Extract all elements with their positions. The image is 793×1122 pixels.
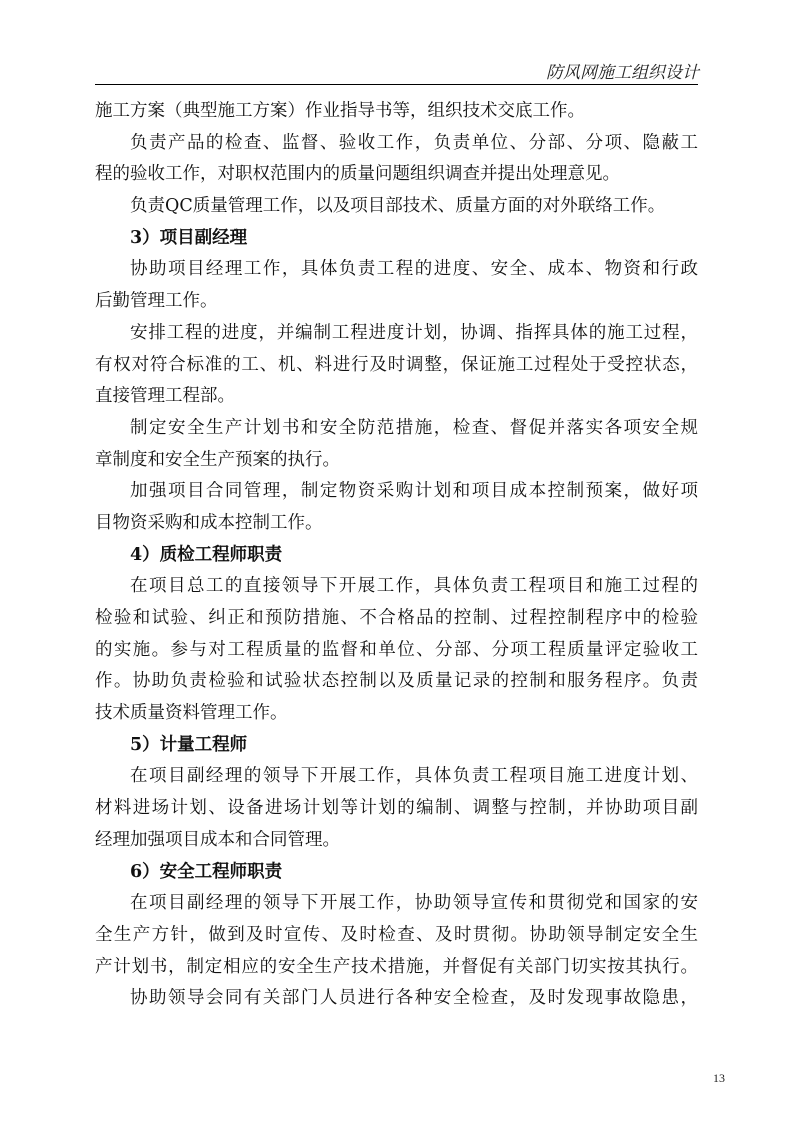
paragraph-line: 直接管理工程部。: [95, 386, 235, 407]
paragraph-line: 作。协助负责检验和试验状态控制以及质量记录的控制和服务程序。负责: [95, 671, 698, 692]
section-heading: 4）质检工程师职责: [130, 544, 283, 565]
paragraph-line: 经理加强项目成本和合同管理。: [95, 829, 340, 850]
paragraph-line: 产计划书，制定相应的安全生产技术措施，并督促有关部门切实按其执行。: [95, 956, 698, 977]
paragraph-line: 后勤管理工作。: [95, 291, 218, 312]
paragraph-line: 制定安全生产计划书和安全防范措施，检查、督促并落实各项安全规: [130, 417, 698, 438]
page-number: 13: [713, 1071, 725, 1085]
paragraph-line: 目物资采购和成本控制工作。: [95, 512, 323, 533]
paragraph-line: 施工方案（典型施工方案）作业指导书等，组织技术交底工作。: [95, 101, 585, 121]
paragraph-line: 在项目副经理的领导下开展工作，协助领导宣传和贯彻党和国家的安: [130, 893, 698, 914]
paragraph-line: 在项目总工的直接领导下开展工作，具体负责工程项目和施工过程的: [130, 576, 698, 597]
paragraph-line: 加强项目合同管理，制定物资采购计划和项目成本控制预案，做好项: [130, 481, 698, 502]
section-heading: 6）安全工程师职责: [130, 861, 283, 882]
paragraph-line: 负责产品的检查、监督、验收工作，负责单位、分部、分项、隐蔽工: [130, 132, 698, 153]
document-body: [95, 96, 698, 1015]
paragraph-line: 技术质量资料管理工作。: [95, 703, 288, 724]
paragraph-line: 的实施。参与对工程质量的监督和单位、分部、分项工程质量评定验收工: [95, 639, 698, 660]
paragraph-line: 有权对符合标准的工、机、料进行及时调整，保证施工过程处于受控状态，: [95, 354, 698, 375]
paragraph-line: 协助项目经理工作，具体负责工程的进度、安全、成本、物资和行政: [130, 259, 698, 280]
paragraph-line: 章制度和安全生产预案的执行。: [95, 449, 340, 470]
paragraph-line: 负责QC质量管理工作，以及项目部技术、质量方面的对外联络工作。: [130, 196, 666, 217]
paragraph-line: 在项目副经理的领导下开展工作，具体负责工程项目施工进度计划、: [130, 766, 698, 787]
paragraph-line: 材料进场计划、设备进场计划等计划的编制、调整与控制，并协助项目副: [95, 798, 698, 819]
section-heading: 3）项目副经理: [130, 227, 248, 248]
document-header-title: 防风网施工组织设计: [546, 63, 699, 83]
paragraph-line: 协助领导会同有关部门人员进行各种安全检查，及时发现事故隐患，: [130, 988, 698, 1009]
header-divider: [95, 84, 698, 85]
paragraph-line: 安排工程的进度，并编制工程进度计划，协调、指挥具体的施工过程，: [130, 322, 698, 343]
paragraph-line: 程的验收工作，对职权范围内的质量问题组织调查并提出处理意见。: [95, 164, 620, 185]
paragraph-line: 检验和试验、纠正和预防措施、不合格品的控制、过程控制程序中的检验: [95, 608, 698, 628]
section-heading: 5）计量工程师: [130, 734, 248, 755]
paragraph-line: 全生产方针，做到及时宣传、及时检查、及时贯彻。协助领导制定安全生: [95, 924, 698, 945]
